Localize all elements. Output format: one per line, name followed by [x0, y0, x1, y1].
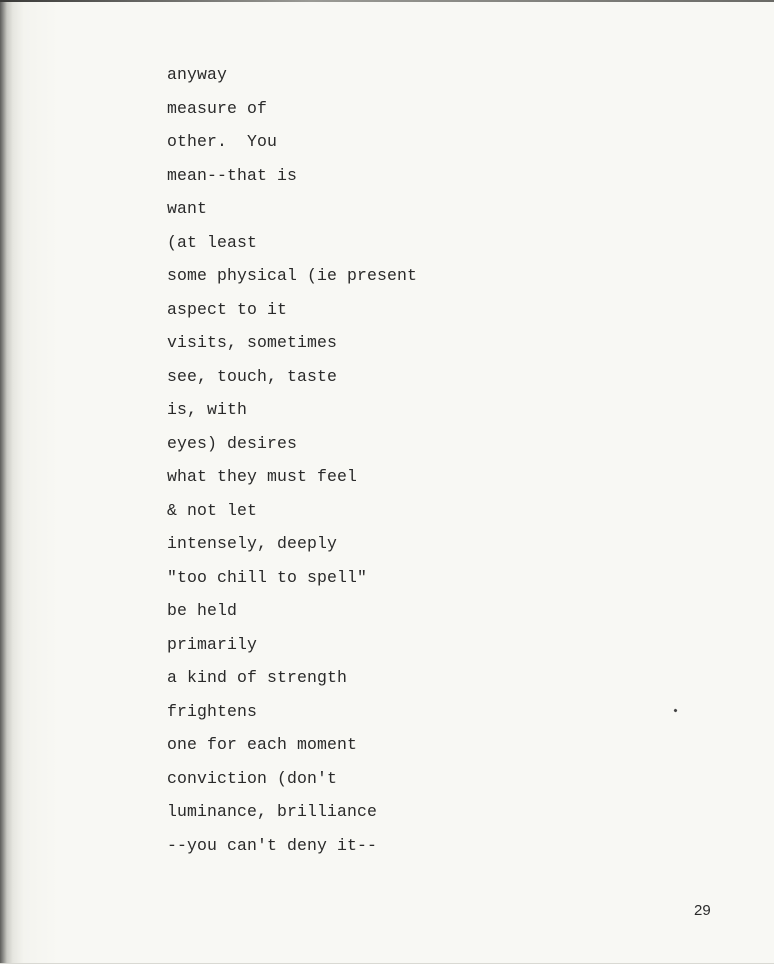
poem-line: measure of: [167, 98, 268, 118]
poem-line: want: [167, 199, 208, 218]
poem-line: see, touch, taste: [167, 366, 338, 386]
ink-speck: [673, 708, 677, 712]
poem-line: what they must feel: [167, 467, 358, 486]
poem-line: frightens: [167, 701, 258, 721]
poem-line: is, with: [167, 400, 248, 419]
poem-line: "too chill to spell": [167, 567, 368, 587]
poem-line: primarily: [167, 634, 258, 654]
page-top-edge: [0, 0, 774, 2]
poem-line: conviction (don't: [167, 768, 338, 788]
poem-line: anyway: [167, 65, 228, 84]
poem-line: luminance, brilliance: [167, 802, 378, 821]
poem-line: aspect to it: [167, 299, 288, 319]
poem-line: eyes) desires: [167, 433, 298, 453]
poem-line: some physical (ie present: [167, 266, 418, 285]
poem-line: & not let: [167, 500, 258, 520]
poem-line: mean--that is: [167, 165, 298, 185]
poem-line: other. You: [167, 132, 278, 151]
page-number: 29: [694, 902, 711, 919]
poem-line: a kind of strength: [167, 668, 348, 687]
poem-line: be held: [167, 601, 238, 620]
poem-line: --you can't deny it--: [167, 835, 378, 855]
poem-line: one for each moment: [167, 735, 358, 754]
poem-line: (at least: [167, 232, 258, 252]
poem-line: intensely, deeply: [167, 534, 338, 553]
poem-line: visits, sometimes: [167, 333, 338, 352]
poem-text: [167, 66, 417, 870]
